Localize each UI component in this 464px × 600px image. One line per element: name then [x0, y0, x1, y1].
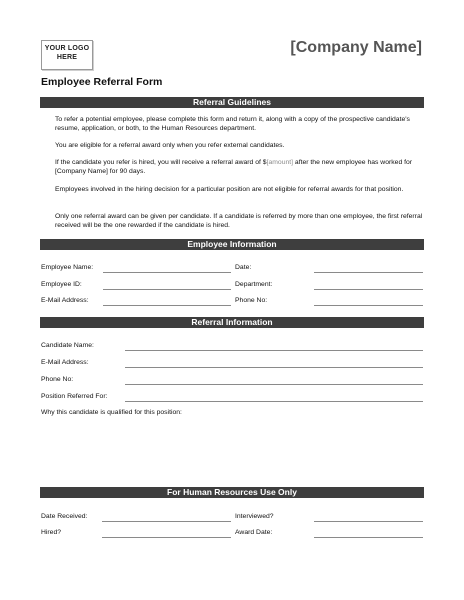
- guideline-text-3b: after the new employee has worked for [Company Name] for 90 days.: [55, 159, 413, 175]
- guideline-paragraph-4: [55, 185, 425, 194]
- guideline-text-2: You are eligible for a referral award only when you refer external candidates.: [55, 142, 285, 149]
- candidate-phone-field[interactable]: [125, 384, 423, 385]
- department-field[interactable]: [314, 289, 423, 290]
- position-field[interactable]: [125, 401, 423, 402]
- employee-email-label: E-Mail Address:: [41, 297, 89, 304]
- department-label: Department:: [235, 281, 273, 288]
- date-received-label: Date Received:: [41, 513, 88, 520]
- award-amount-placeholder: [amount]: [266, 159, 294, 166]
- guideline-text-1: To refer a potential employee, please complete this form and return it, along with a copy of the prospective candidate's resume, application, or both, to the Human Resources department.: [55, 116, 410, 132]
- guideline-text-4: Employees involved in the hiring decision for a particular position are not eligible for referral awards for that position.: [55, 186, 404, 193]
- hired-label: Hired?: [41, 529, 62, 536]
- candidate-name-label: Candidate Name:: [41, 342, 94, 349]
- section-header-hr-use-only: For Human Resources Use Only: [40, 487, 424, 498]
- hired-field[interactable]: [102, 537, 231, 538]
- section-header-referral-information: Referral Information: [40, 317, 424, 328]
- qualification-label: Why this candidate is qualified for this position:: [41, 409, 182, 416]
- company-logo-placeholder: YOUR LOGO HERE: [41, 40, 93, 70]
- award-date-field[interactable]: [314, 537, 423, 538]
- guideline-text-5: Only one referral award can be given per candidate. If a candidate is referred by more than one employee, the first referral received will be the one rewarded if the candidate is hired.: [55, 213, 423, 229]
- interviewed-field[interactable]: [314, 521, 423, 522]
- candidate-email-label: E-Mail Address:: [41, 359, 89, 366]
- employee-email-field[interactable]: [103, 305, 231, 306]
- section-header-employee-information: Employee Information: [40, 239, 424, 250]
- employee-id-field[interactable]: [103, 289, 231, 290]
- employee-name-label: Employee Name:: [41, 264, 94, 271]
- employee-phone-label: Phone No:: [235, 297, 268, 304]
- qualification-text-area[interactable]: [41, 420, 424, 482]
- date-label: Date:: [235, 264, 252, 271]
- date-received-field[interactable]: [102, 521, 231, 522]
- form-title: Employee Referral Form: [41, 76, 163, 88]
- section-header-referral-guidelines: Referral Guidelines: [40, 97, 424, 108]
- candidate-email-field[interactable]: [125, 367, 423, 368]
- candidate-name-field[interactable]: [125, 350, 423, 351]
- employee-name-field[interactable]: [103, 272, 231, 273]
- employee-id-label: Employee ID:: [41, 281, 82, 288]
- candidate-phone-label: Phone No:: [41, 376, 74, 383]
- date-field[interactable]: [314, 272, 423, 273]
- position-label: Position Referred For:: [41, 393, 108, 400]
- guideline-paragraph-3: [55, 158, 425, 176]
- guideline-paragraph-5: [55, 212, 425, 230]
- company-name: [Company Name]: [290, 39, 422, 56]
- award-date-label: Award Date:: [235, 529, 273, 536]
- guideline-text-3a: If the candidate you refer is hired, you will receive a referral award of $: [55, 159, 267, 166]
- guideline-paragraph-2: [55, 141, 425, 150]
- guideline-paragraph-1: [55, 115, 425, 133]
- interviewed-label: Interviewed?: [235, 513, 274, 520]
- employee-phone-field[interactable]: [314, 305, 423, 306]
